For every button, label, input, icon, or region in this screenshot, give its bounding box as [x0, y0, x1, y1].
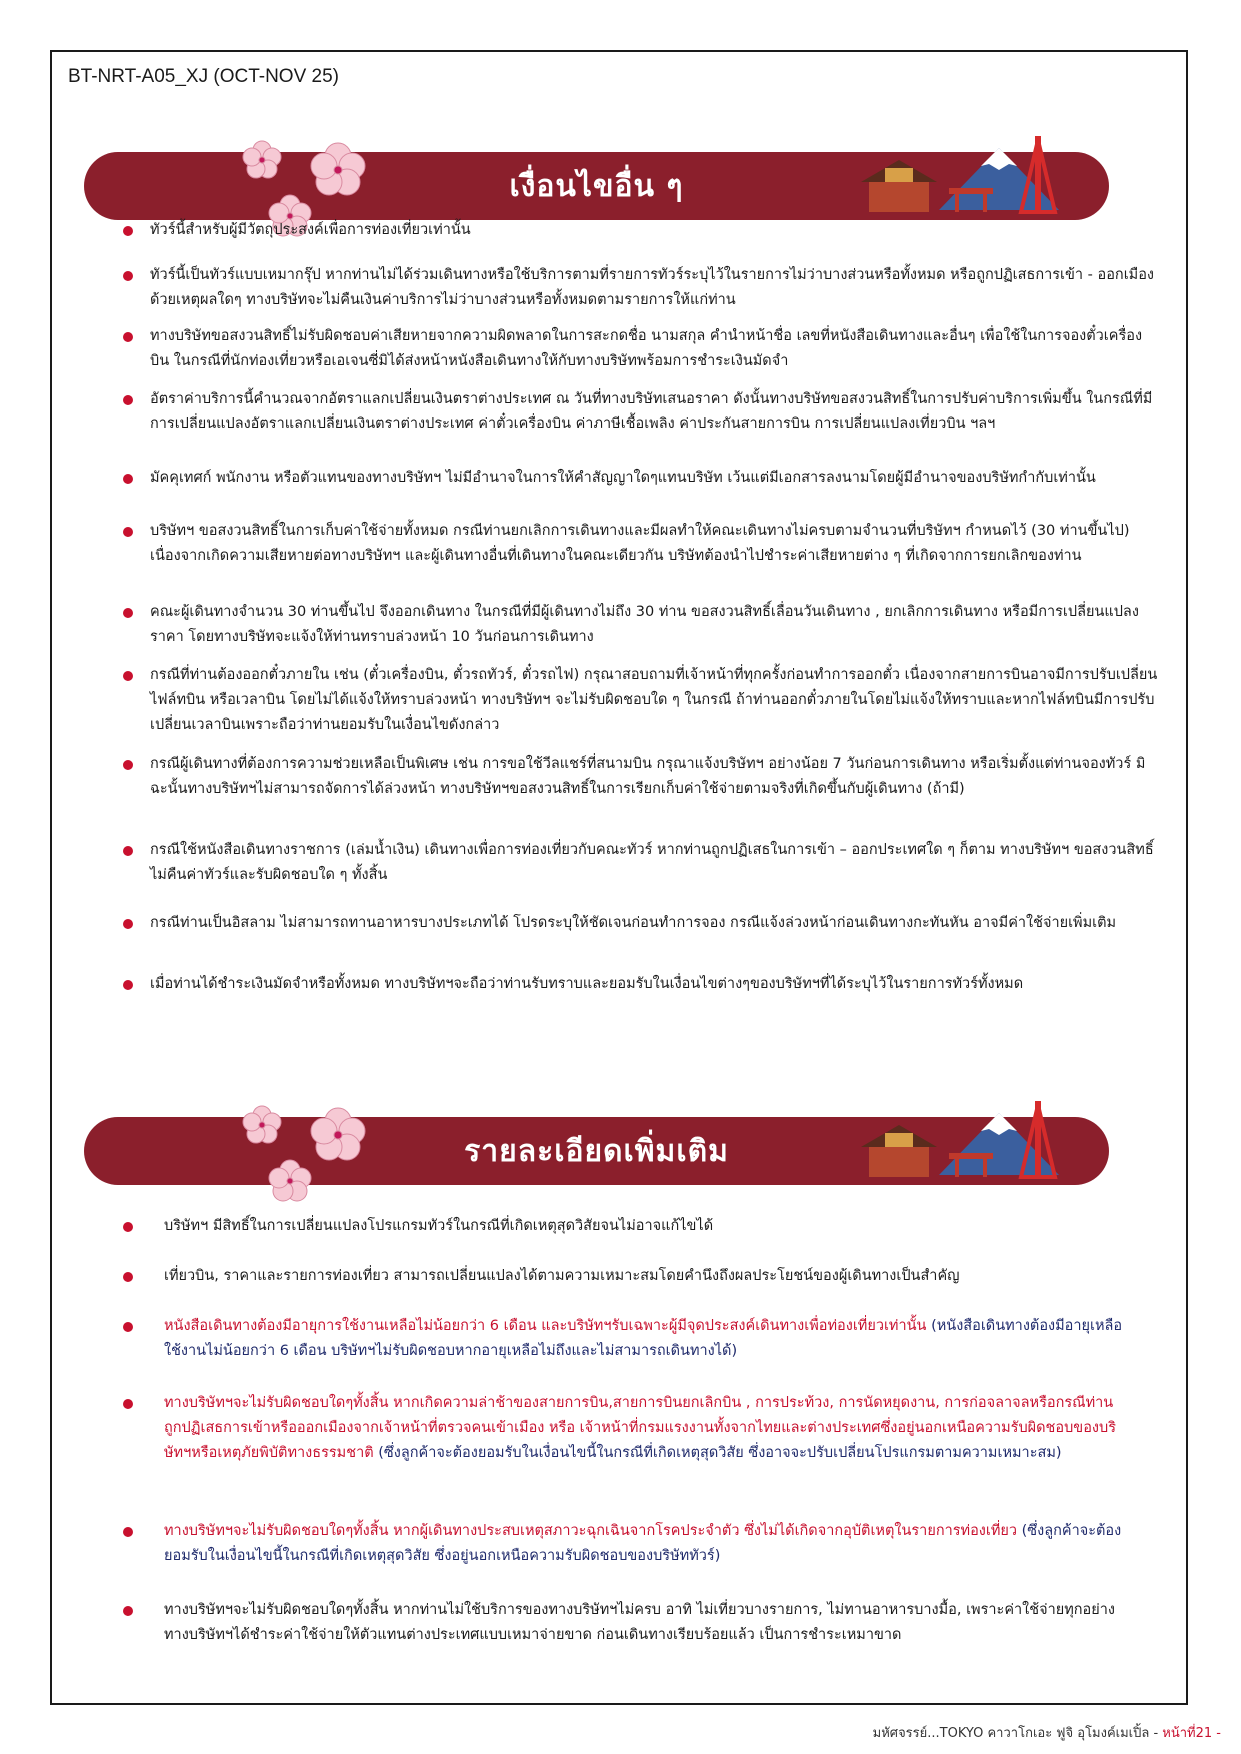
- bullet-dot-icon: [123, 846, 133, 856]
- section-title-conditions: เงื่อนไขอื่น ๆ: [509, 169, 684, 204]
- page-footer: [873, 1722, 1221, 1743]
- bullet-dot-icon: [123, 608, 133, 618]
- doc-code: BT-NRT-A05_XJ (OCT-NOV 25): [68, 66, 339, 87]
- bullet-dot-icon: [123, 919, 133, 929]
- list-item: กรณีที่ท่านต้องออกตั๋วภายใน เช่น (ตั๋วเครื่องบิน, ตั๋วรถทัวร์, ตั๋วรถไฟ) กรุณาสอบถามที่เจ้าหน้าที่ทุกครั้งก่อนทำการออกตั๋ว เนื่องจากสายการบินอาจมีการปรับเปลี่ยนไฟล์ทบิน หรือเวลาบิน โดยไม่ได้แจ้งให้ทราบล่วงหน้า ทางบริษัทฯ จะไม่รับผิดชอบใด ๆ ในกรณี ถ้าท่านออกตั๋วภายในโดยไม่แจ้งให้ทราบและหากไฟล์ทบินมีการปรับเปลี่ยนเวลาบินเพราะถือว่าท่านยอมรับในเงื่อนไขดังกล่าว: [150, 663, 1160, 738]
- section-banner-additional: [84, 1117, 1109, 1185]
- bullet-dot-icon: [123, 271, 133, 281]
- bullet-dot-icon: [123, 1322, 133, 1332]
- list-item: คณะผู้เดินทางจำนวน 30 ท่านขึ้นไป จึงออกเดินทาง ในกรณีที่มีผู้เดินทางไม่ถึง 30 ท่าน ขอสงวนสิทธิ์เลื่อนวันเดินทาง , ยกเลิกการเดินทาง หรือมีการเปลี่ยนแปลงราคา โดยทางบริษัทจะแจ้งให้ท่านทราบล่วงหน้า 10 วันก่อนการเดินทาง: [150, 600, 1160, 650]
- bullet-dot-icon: [123, 226, 133, 236]
- bullet-dot-icon: [123, 1606, 133, 1616]
- list-item: ทางบริษัทฯจะไม่รับผิดชอบใดๆทั้งสิ้น หากเกิดความล่าช้าของสายการบิน,สายการบินยกเลิกบิน , การประท้วง, การนัดหยุดงาน, การก่อจลาจลหรือกรณีท่านถูกปฏิเสธการเข้าหรือออกเมืองจากเจ้าหน้าที่ตรวจคนเข้าเมือง หรือ เจ้าหน้าที่กรมแรงงานทั้งจากไทยและต่างประเทศซึ่งอยู่นอกเหนือความรับผิดชอบของบริษัทฯหรือเหตุภัยพิบัติทางธรรมชาติ (ซึ่งลูกค้าจะต้องยอมรับในเงื่อนไขนี้ในกรณีที่เกิดเหตุสุดวิสัย ซึ่งอาจจะปรับเปลี่ยนโปรแกรมตามความเหมาะสม): [164, 1391, 1124, 1466]
- list-item: ทัวร์นี้เป็นทัวร์แบบเหมากรุ๊ป หากท่านไม่ได้ร่วมเดินทางหรือใช้บริการตามที่รายการทัวร์ระบุไว้ในรายการไม่ว่าบางส่วนหรือทั้งหมด หรือถูกปฏิเสธการเข้า - ออกเมืองด้วยเหตุผลใดๆ ทางบริษัทจะไม่คืนเงินค่าบริการไม่ว่าบางส่วนหรือทั้งหมดตามรายการให้แก่ท่าน: [150, 263, 1160, 313]
- section-title-additional: รายละเอียดเพิ่มเติม: [464, 1134, 729, 1169]
- list-item: กรณีท่านเป็นอิสลาม ไม่สามารถทานอาหารบางประเภทได้ โปรดระบุให้ชัดเจนก่อนทำการจอง กรณีแจ้งล่วงหน้าก่อนเดินทางกะทันหัน อาจมีค่าใช้จ่ายเพิ่มเติม: [150, 911, 1160, 936]
- list-item: เมื่อท่านได้ชำระเงินมัดจำหรือทั้งหมด ทางบริษัทฯจะถือว่าท่านรับทราบและยอมรับในเงื่อนไขต่างๆของบริษัทฯที่ได้ระบุไว้ในรายการทัวร์ทั้งหมด: [150, 972, 1160, 997]
- bullet-dot-icon: [123, 1222, 133, 1232]
- list-item: มัคคุเทศก์ พนักงาน หรือตัวแทนของทางบริษัทฯ ไม่มีอำนาจในการให้คำสัญญาใดๆแทนบริษัท เว้นแต่มีเอกสารลงนามโดยผู้มีอำนาจของบริษัทกำกับเท่านั้น: [150, 466, 1160, 491]
- list-item: บริษัทฯ ขอสงวนสิทธิ์ในการเก็บค่าใช้จ่ายทั้งหมด กรณีท่านยกเลิกการเดินทางและมีผลทำให้คณะเดินทางไม่ครบตามจำนวนที่บริษัทฯ กำหนดไว้ (30 ท่านขึ้นไป) เนื่องจากเกิดความเสียหายต่อทางบริษัทฯ และผู้เดินทางอื่นที่เดินทางในคณะเดียวกัน บริษัทต้องนำไปชำระค่าเสียหายต่าง ๆ ที่เกิดจากการยกเลิกของท่าน: [150, 519, 1160, 569]
- bullet-dot-icon: [123, 980, 133, 990]
- list-item: หนังสือเดินทางต้องมีอายุการใช้งานเหลือไม่น้อยกว่า 6 เดือน และบริษัทฯรับเฉพาะผู้มีจุดประสงค์เดินทางเพื่อท่องเที่ยวเท่านั้น (หนังสือเดินทางต้องมีอายุเหลือใช้งานไม่น้อยกว่า 6 เดือน บริษัทฯไม่รับผิดชอบหากอายุเหลือไม่ถึงและไม่สามารถเดินทางได้): [164, 1314, 1124, 1364]
- bullet-dot-icon: [123, 671, 133, 681]
- list-item: ทางบริษัทขอสงวนสิทธิ์ไม่รับผิดชอบค่าเสียหายจากความผิดพลาดในการสะกดชื่อ นามสกุล คำนำหน้าชื่อ เลขที่หนังสือเดินทางและอื่นๆ เพื่อใช้ในการจองตั๋วเครื่องบิน ในกรณีที่นักท่องเที่ยวหรือเอเจนซี่มิได้ส่งหน้าหนังสือเดินทางให้กับทางบริษัทพร้อมการชำระเงินมัดจำ: [150, 324, 1160, 374]
- page-number: หน้าที่21 -: [1162, 1726, 1221, 1741]
- list-item: กรณีผู้เดินทางที่ต้องการความช่วยเหลือเป็นพิเศษ เช่น การขอใช้วีลแชร์ที่สนามบิน กรุณาแจ้งบริษัทฯ อย่างน้อย 7 วันก่อนการเดินทาง หรือเริ่มตั้งแต่ท่านจองทัวร์ มิฉะนั้นทางบริษัทฯไม่สามารถจัดการได้ล่วงหน้า ทางบริษัทฯขอสงวนสิทธิ์ในการเรียกเก็บค่าใช้จ่ายตามจริงที่เกิดขึ้นกับผู้เดินทาง (ถ้ามี): [150, 752, 1160, 802]
- bullet-dot-icon: [123, 1527, 133, 1537]
- japan-landmarks-illustration: [849, 1095, 1109, 1185]
- bullet-dot-icon: [123, 760, 133, 770]
- list-item: ทางบริษัทฯจะไม่รับผิดชอบใดๆทั้งสิ้น หากผู้เดินทางประสบเหตุสภาวะฉุกเฉินจากโรคประจำตัว ซึ่งไม่ได้เกิดจากอุบัติเหตุในรายการท่องเที่ยว (ซึ่งลูกค้าจะต้องยอมรับในเงื่อนไขนี้ในกรณีที่เกิดเหตุสุดวิสัย ซึ่งอยู่นอกเหนือความรับผิดชอบของบริษัททัวร์): [164, 1519, 1124, 1569]
- bullet-dot-icon: [123, 395, 133, 405]
- bullet-dot-icon: [123, 1399, 133, 1409]
- list-item: อัตราค่าบริการนี้คำนวณจากอัตราแลกเปลี่ยนเงินตราต่างประเทศ ณ วันที่ทางบริษัทเสนอราคา ดังนั้นทางบริษัทขอสงวนสิทธิ์ในการปรับค่าบริการเพิ่มขึ้น ในกรณีที่มีการเปลี่ยนแปลงอัตราแลกเปลี่ยนเงินตราต่างประเทศ ค่าตั๋วเครื่องบิน ค่าภาษีเชื้อเพลิง ค่าประกันสายการบิน การเปลี่ยนแปลงเที่ยวบิน ฯลฯ: [150, 387, 1160, 437]
- list-item: ทัวร์นี้สำหรับผู้มีวัตถุประสงค์เพื่อการท่องเที่ยวเท่านั้น: [150, 218, 1160, 243]
- japan-landmarks-illustration: [849, 130, 1109, 220]
- list-item: เที่ยวบิน, ราคาและรายการท่องเที่ยว สามารถเปลี่ยนแปลงได้ตามความเหมาะสมโดยคำนึงถึงผลประโยชน์ของผู้เดินทางเป็นสำคัญ: [164, 1264, 1124, 1289]
- footer-title: มหัศจรรย์...TOKYO คาวาโกเอะ ฟูจิ อุโมงค์เมเปิ้ล -: [872, 1726, 1163, 1741]
- section-banner-conditions: [84, 152, 1109, 220]
- bullet-dot-icon: [123, 474, 133, 484]
- list-item: ทางบริษัทฯจะไม่รับผิดชอบใดๆทั้งสิ้น หากท่านไม่ใช้บริการของทางบริษัทฯไม่ครบ อาทิ ไม่เที่ยวบางรายการ, ไม่ทานอาหารบางมื้อ, เพราะค่าใช้จ่ายทุกอย่างทางบริษัทฯได้ชำระค่าใช้จ่ายให้ตัวแทนต่างประเทศแบบเหมาจ่ายขาด ก่อนเดินทางเรียบร้อยแล้ว เป็นการชำระเหมาขาด: [164, 1598, 1124, 1648]
- list-item: บริษัทฯ มีสิทธิ์ในการเปลี่ยนแปลงโปรแกรมทัวร์ในกรณีที่เกิดเหตุสุดวิสัยจนไม่อาจแก้ไขได้: [164, 1214, 1124, 1239]
- page-frame: [50, 50, 1188, 1705]
- bullet-dot-icon: [123, 332, 133, 342]
- list-item: กรณีใช้หนังสือเดินทางราชการ (เล่มน้ำเงิน) เดินทางเพื่อการท่องเที่ยวกับคณะทัวร์ หากท่านถูกปฏิเสธในการเข้า – ออกประเทศใด ๆ ก็ตาม ทางบริษัทฯ ขอสงวนสิทธิ์ไม่คืนค่าทัวร์และรับผิดชอบใด ๆ ทั้งสิ้น: [150, 838, 1160, 888]
- bullet-dot-icon: [123, 1272, 133, 1282]
- bullet-dot-icon: [123, 527, 133, 537]
